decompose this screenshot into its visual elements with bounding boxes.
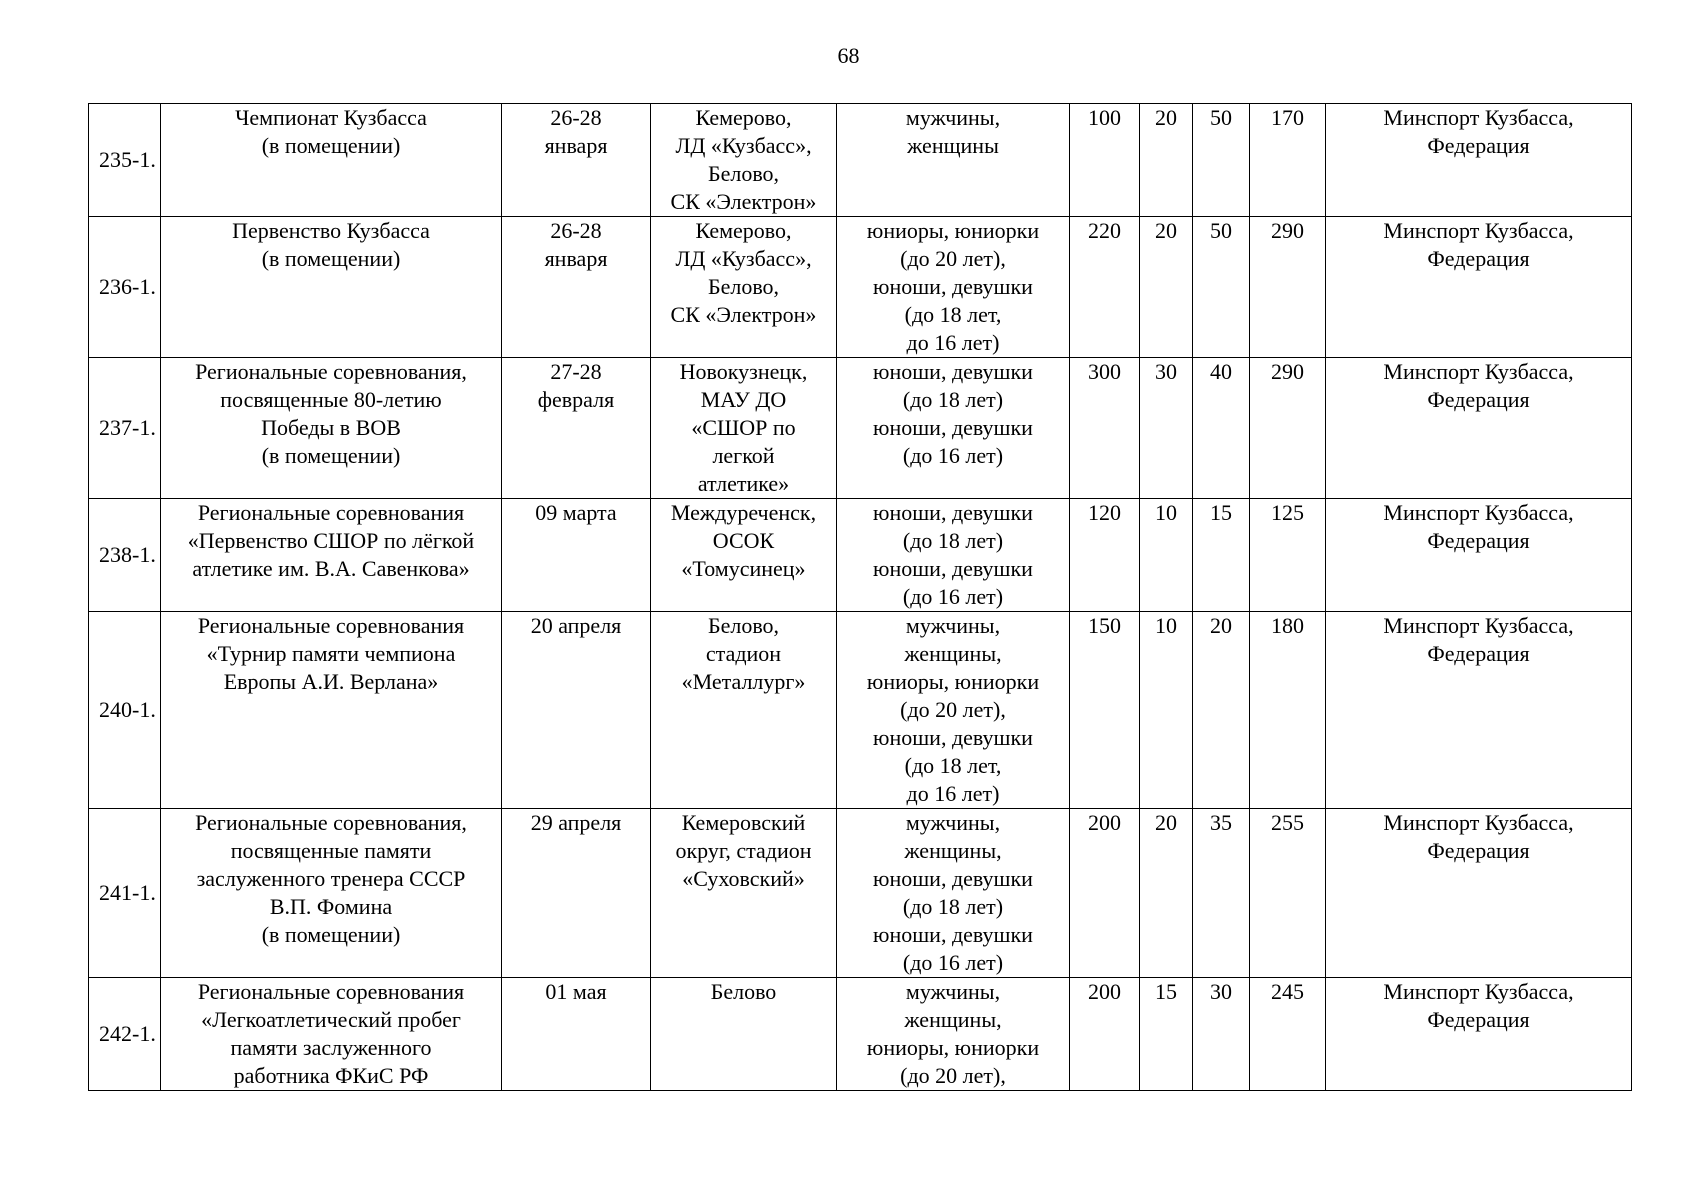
event-place-cell: Междуреченск, ОСОК «Томусинец» xyxy=(651,499,837,612)
event-name-cell: Первенство Кузбасса (в помещении) xyxy=(161,217,502,358)
organizer-cell: Минспорт Кузбасса, Федерация xyxy=(1326,104,1632,217)
participants-cell: мужчины, женщины, юниоры, юниорки (до 20 лет), юноши, девушки (до 18 лет, до 16 лет) xyxy=(837,612,1070,809)
event-dates-cell: 09 марта xyxy=(502,499,651,612)
total-cell: 290 xyxy=(1250,358,1326,499)
participants-cell: юниоры, юниорки (до 20 лет), юноши, девушки (до 18 лет, до 16 лет) xyxy=(837,217,1070,358)
event-place-cell: Кемерово, ЛД «Кузбасс», Белово, СК «Электрон» xyxy=(651,104,837,217)
total-cell: 180 xyxy=(1250,612,1326,809)
table-row xyxy=(89,217,1632,358)
participants-cell: юноши, девушки (до 18 лет) юноши, девушки (до 16 лет) xyxy=(837,358,1070,499)
quantity-cell-3: 15 xyxy=(1193,499,1250,612)
event-place-cell: Новокузнецк, МАУ ДО «СШОР по легкой атлетике» xyxy=(651,358,837,499)
event-name-cell: Региональные соревнования, посвященные 80-летию Победы в ВОВ (в помещении) xyxy=(161,358,502,499)
quantity-cell-2: 20 xyxy=(1140,809,1193,978)
quantity-cell-1: 150 xyxy=(1070,612,1140,809)
event-dates-cell: 26-28 января xyxy=(502,104,651,217)
event-dates-cell: 01 мая xyxy=(502,978,651,1091)
event-dates-cell: 29 апреля xyxy=(502,809,651,978)
row-number-cell: 236-1. xyxy=(89,217,161,358)
row-number-cell: 238-1. xyxy=(89,499,161,612)
quantity-cell-1: 220 xyxy=(1070,217,1140,358)
total-cell: 290 xyxy=(1250,217,1326,358)
table-row xyxy=(89,358,1632,499)
quantity-cell-3: 20 xyxy=(1193,612,1250,809)
event-name-cell: Региональные соревнования «Легкоатлетический пробег памяти заслуженного работника ФКиС РФ xyxy=(161,978,502,1091)
table-row xyxy=(89,978,1632,1091)
page-number: 68 xyxy=(837,43,860,68)
quantity-cell-3: 50 xyxy=(1193,104,1250,217)
event-dates-cell: 20 апреля xyxy=(502,612,651,809)
quantity-cell-1: 100 xyxy=(1070,104,1140,217)
event-name-cell: Региональные соревнования «Турнир памяти чемпиона Европы А.И. Верлана» xyxy=(161,612,502,809)
total-cell: 245 xyxy=(1250,978,1326,1091)
table-row xyxy=(89,612,1632,809)
event-place-cell: Кемеровский округ, стадион «Суховский» xyxy=(651,809,837,978)
total-cell: 125 xyxy=(1250,499,1326,612)
quantity-cell-2: 10 xyxy=(1140,499,1193,612)
table-row xyxy=(89,499,1632,612)
organizer-cell: Минспорт Кузбасса, Федерация xyxy=(1326,358,1632,499)
total-cell: 255 xyxy=(1250,809,1326,978)
participants-cell: мужчины, женщины, юниоры, юниорки (до 20 лет), xyxy=(837,978,1070,1091)
quantity-cell-2: 20 xyxy=(1140,217,1193,358)
event-place-cell: Кемерово, ЛД «Кузбасс», Белово, СК «Электрон» xyxy=(651,217,837,358)
organizer-cell: Минспорт Кузбасса, Федерация xyxy=(1326,217,1632,358)
event-place-cell: Белово, стадион «Металлург» xyxy=(651,612,837,809)
participants-cell: мужчины, женщины, юноши, девушки (до 18 лет) юноши, девушки (до 16 лет) xyxy=(837,809,1070,978)
row-number-cell: 240-1. xyxy=(89,612,161,809)
event-dates-cell: 27-28 февраля xyxy=(502,358,651,499)
event-place-cell: Белово xyxy=(651,978,837,1091)
quantity-cell-3: 50 xyxy=(1193,217,1250,358)
row-number-cell: 241-1. xyxy=(89,809,161,978)
organizer-cell: Минспорт Кузбасса, Федерация xyxy=(1326,612,1632,809)
event-name-cell: Чемпионат Кузбасса (в помещении) xyxy=(161,104,502,217)
quantity-cell-2: 20 xyxy=(1140,104,1193,217)
organizer-cell: Минспорт Кузбасса, Федерация xyxy=(1326,809,1632,978)
table-row xyxy=(89,809,1632,978)
quantity-cell-3: 40 xyxy=(1193,358,1250,499)
quantity-cell-3: 35 xyxy=(1193,809,1250,978)
quantity-cell-2: 15 xyxy=(1140,978,1193,1091)
organizer-cell: Минспорт Кузбасса, Федерация xyxy=(1326,499,1632,612)
row-number-cell: 237-1. xyxy=(89,358,161,499)
quantity-cell-1: 200 xyxy=(1070,809,1140,978)
quantity-cell-1: 120 xyxy=(1070,499,1140,612)
table-body xyxy=(89,104,1632,1091)
participants-cell: мужчины, женщины xyxy=(837,104,1070,217)
quantity-cell-2: 10 xyxy=(1140,612,1193,809)
participants-cell: юноши, девушки (до 18 лет) юноши, девушки (до 16 лет) xyxy=(837,499,1070,612)
events-table xyxy=(88,103,1632,1091)
quantity-cell-1: 200 xyxy=(1070,978,1140,1091)
quantity-cell-2: 30 xyxy=(1140,358,1193,499)
event-name-cell: Региональные соревнования, посвященные памяти заслуженного тренера СССР В.П. Фомина (в помещении) xyxy=(161,809,502,978)
row-number-cell: 235-1. xyxy=(89,104,161,217)
total-cell: 170 xyxy=(1250,104,1326,217)
quantity-cell-1: 300 xyxy=(1070,358,1140,499)
event-dates-cell: 26-28 января xyxy=(502,217,651,358)
quantity-cell-3: 30 xyxy=(1193,978,1250,1091)
event-name-cell: Региональные соревнования «Первенство СШОР по лёгкой атлетике им. В.А. Савенкова» xyxy=(161,499,502,612)
organizer-cell: Минспорт Кузбасса, Федерация xyxy=(1326,978,1632,1091)
table-row xyxy=(89,104,1632,217)
row-number-cell: 242-1. xyxy=(89,978,161,1091)
